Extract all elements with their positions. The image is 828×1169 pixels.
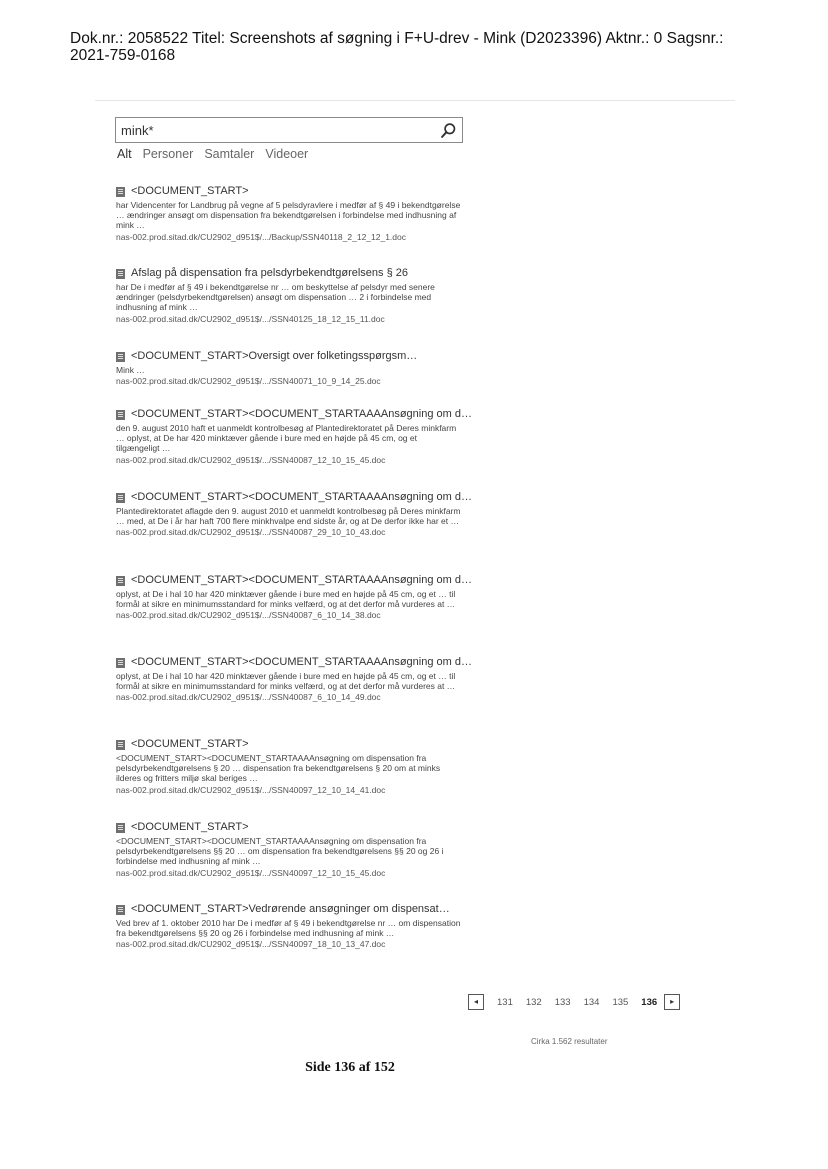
result-snippet: <DOCUMENT_START><DOCUMENT_STARTAAAAnsøgning om dispensation fra pelsdyrbekendtgørelsens §§ 20 … om dispensation fra bekendtgørelsens §§ 20 og 26 i forbindelse med indhusning af mink … bbox=[116, 836, 444, 867]
result-title[interactable] bbox=[116, 656, 472, 669]
search-box[interactable] bbox=[115, 117, 463, 143]
result-snippet: <DOCUMENT_START><DOCUMENT_STARTAAAAnsøgning om dispensation fra pelsdyrbekendtgørelsens § 20 … dispensation fra bekendtgørelsens § 20 om at minks ilderes og fritters miljø skal beriges … bbox=[116, 753, 441, 784]
search-result bbox=[116, 656, 472, 703]
search-result bbox=[116, 185, 468, 242]
page-link[interactable]: 131 bbox=[497, 996, 513, 1008]
result-url: nas-002.prod.sitad.dk/CU2902_d951$/.../SSN40097_18_10_13_47.doc bbox=[116, 939, 386, 950]
result-title[interactable] bbox=[116, 738, 468, 751]
result-title-text[interactable]: <DOCUMENT_START>Oversigt over folketingsspørgsm… bbox=[131, 350, 418, 362]
tab-videos[interactable]: Videoer bbox=[265, 147, 309, 161]
result-title[interactable] bbox=[116, 408, 472, 421]
page-link[interactable]: 135 bbox=[612, 996, 629, 1008]
result-title-text[interactable]: <DOCUMENT_START> bbox=[131, 821, 249, 833]
page-number-footer: Side 136 af 152 bbox=[305, 1060, 395, 1075]
result-title-text[interactable]: <DOCUMENT_START> bbox=[131, 185, 249, 197]
page-link[interactable]: 133 bbox=[554, 996, 571, 1008]
search-icon[interactable] bbox=[440, 122, 457, 139]
document-icon bbox=[116, 352, 125, 362]
document-icon bbox=[116, 740, 125, 750]
document-header-line1: Dok.nr.: 2058522 Titel: Screenshots af søgning i F+U-drev - Mink (D2023396) Aktnr.: 0 Sagsnr.: bbox=[70, 30, 724, 47]
previous-page-button[interactable]: ◂ bbox=[468, 994, 484, 1010]
pagination bbox=[468, 994, 680, 1010]
result-title[interactable] bbox=[116, 903, 468, 916]
result-count: Cirka 1.562 resultater bbox=[531, 1037, 608, 1046]
result-title-text[interactable]: <DOCUMENT_START>Vedrørende ansøgninger om dispensat… bbox=[131, 903, 450, 915]
document-header-line2: 2021-759-0168 bbox=[70, 47, 176, 64]
document-icon bbox=[116, 269, 125, 279]
result-title[interactable] bbox=[116, 350, 468, 363]
result-url: nas-002.prod.sitad.dk/CU2902_d951$/.../SSN40087_29_10_10_43.doc bbox=[116, 527, 386, 538]
result-title[interactable] bbox=[116, 574, 472, 587]
result-title-text[interactable]: <DOCUMENT_START><DOCUMENT_STARTAAAAnsøgning om d… bbox=[131, 574, 472, 586]
result-url: nas-002.prod.sitad.dk/CU2902_d951$/.../SSN40087_6_10_14_38.doc bbox=[116, 610, 381, 621]
document-icon bbox=[116, 410, 125, 420]
tab-all[interactable]: Alt bbox=[117, 147, 132, 161]
result-title-text[interactable]: <DOCUMENT_START><DOCUMENT_STARTAAAAnsøgning om d… bbox=[131, 408, 472, 420]
search-result bbox=[116, 267, 468, 324]
divider bbox=[95, 100, 735, 101]
search-result bbox=[116, 350, 468, 387]
document-header bbox=[70, 30, 790, 64]
result-snippet: Ved brev af 1. oktober 2010 har De i medfør af § 49 i bekendtgørelse nr … om dispensation fra bekendtgørelsens §§ 20 og 26 i forbindelse med indhusning af mink … bbox=[116, 918, 461, 939]
result-url: nas-002.prod.sitad.dk/CU2902_d951$/.../SSN40087_12_10_15_45.doc bbox=[116, 454, 386, 465]
result-title[interactable] bbox=[116, 267, 468, 280]
search-result bbox=[116, 821, 468, 878]
result-title[interactable] bbox=[116, 185, 468, 198]
current-page: 136 bbox=[641, 996, 658, 1008]
next-page-button[interactable]: ▸ bbox=[664, 994, 680, 1010]
search-result bbox=[116, 574, 472, 621]
result-title-text[interactable]: Afslag på dispensation fra pelsdyrbekendtgørelsens § 26 bbox=[131, 267, 409, 279]
result-title-text[interactable]: <DOCUMENT_START><DOCUMENT_STARTAAAAnsøgning om d… bbox=[131, 491, 472, 503]
document-icon bbox=[116, 493, 125, 503]
result-url: nas-002.prod.sitad.dk/CU2902_d951$/.../SSN40125_18_12_15_11.doc bbox=[116, 313, 385, 324]
result-url: nas-002.prod.sitad.dk/CU2902_d951$/.../SSN40071_10_9_14_25.doc bbox=[116, 376, 381, 387]
document-icon bbox=[116, 187, 125, 197]
result-title[interactable] bbox=[116, 491, 472, 504]
search-result bbox=[116, 738, 468, 795]
page-link[interactable]: 134 bbox=[583, 996, 600, 1008]
document-icon bbox=[116, 658, 125, 668]
result-snippet: oplyst, at De i hal 10 har 420 minktæver gående i bure med en højde på 45 cm, og et … til formål at sikre en minimumsstandard for minks velfærd, og at det derfor må vurderes at … bbox=[116, 589, 456, 610]
page-link[interactable]: 132 bbox=[525, 996, 542, 1008]
search-result bbox=[116, 491, 472, 538]
result-snippet: den 9. august 2010 haft et uanmeldt kontrolbesøg af Plantedirektoratet på Deres minkfarm … oplyst, at De har 420 minktæver gående i bure med en højde på 45 cm, og et tilgængeligt … bbox=[116, 423, 457, 454]
tab-conversations[interactable]: Samtaler bbox=[204, 147, 255, 161]
document-icon bbox=[116, 576, 125, 586]
document-icon bbox=[116, 905, 125, 915]
result-snippet: Plantedirektoratet aflagde den 9. august 2010 et uanmeldt kontrolbesøg på Deres minkfarm … med, at De i år har haft 700 flere minkhvalpe end sidste år, og at De derfor ikke har et … bbox=[116, 506, 461, 527]
search-input[interactable] bbox=[121, 121, 431, 139]
search-result bbox=[116, 408, 472, 465]
result-title-text[interactable]: <DOCUMENT_START> bbox=[131, 738, 249, 750]
result-url: nas-002.prod.sitad.dk/CU2902_d951$/.../SSN40087_6_10_14_49.doc bbox=[116, 692, 381, 703]
result-snippet: Mink … bbox=[116, 365, 145, 375]
result-snippet: oplyst, at De i hal 10 har 420 minktæver gående i bure med en højde på 45 cm, og et … til formål at sikre en minimumsstandard for minks velfærd, og at det derfor må vurderes at … bbox=[116, 671, 456, 692]
result-url: nas-002.prod.sitad.dk/CU2902_d951$/.../Backup/SSN40118_2_12_12_1.doc bbox=[116, 231, 407, 242]
document-icon bbox=[116, 823, 125, 833]
result-url: nas-002.prod.sitad.dk/CU2902_d951$/.../SSN40097_12_10_15_45.doc bbox=[116, 867, 386, 878]
result-snippet: har De i medfør af § 49 i bekendtgørelse nr … om beskyttelse af pelsdyr med senere ændringer (pelsdyrbekendtgørelsen) ansøgt om dispensation … 2 i forbindelse med indhusning af mink … bbox=[116, 282, 435, 313]
tab-people[interactable]: Personer bbox=[142, 147, 194, 161]
search-tabs bbox=[117, 147, 319, 161]
result-snippet: har Videncenter for Landbrug på vegne af 5 pelsdyravlere i medfør af § 49 i bekendtgørelse … ændringer ansøgt om dispensation fra bekendtgørelsen i forbindelse med indhusning af mink … bbox=[116, 200, 461, 231]
result-url: nas-002.prod.sitad.dk/CU2902_d951$/.../SSN40097_12_10_14_41.doc bbox=[116, 784, 386, 795]
result-title-text[interactable]: <DOCUMENT_START><DOCUMENT_STARTAAAAnsøgning om d… bbox=[131, 656, 472, 668]
result-title[interactable] bbox=[116, 821, 468, 834]
search-result bbox=[116, 903, 468, 950]
